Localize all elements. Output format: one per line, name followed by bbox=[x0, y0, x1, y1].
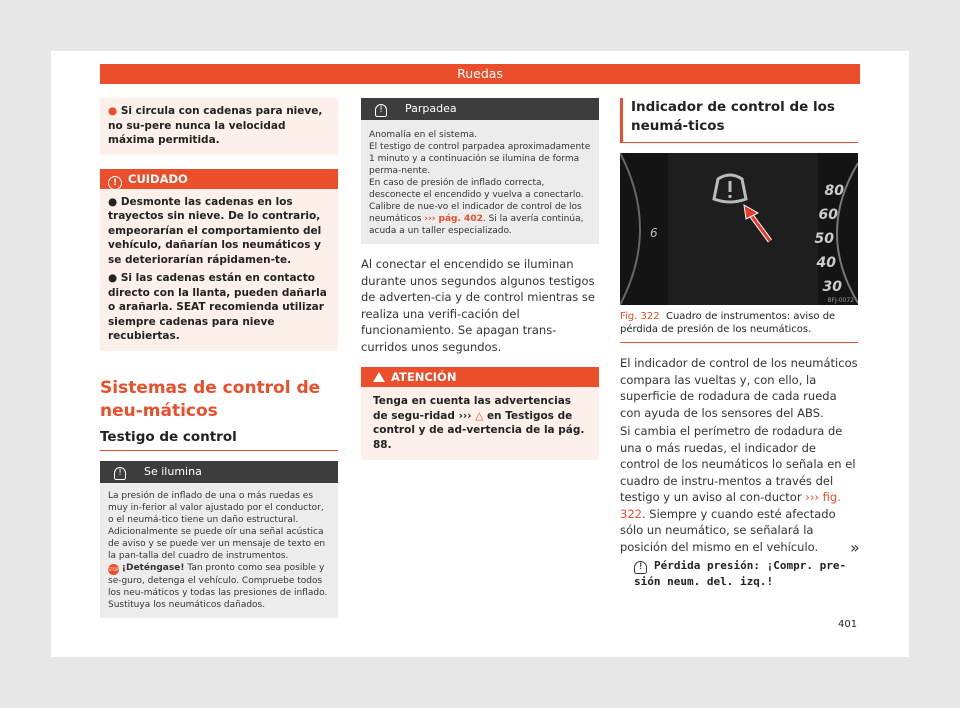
caution-title-bar bbox=[100, 169, 338, 189]
note-text: Si circula con cadenas para nieve, no su-pere nunca la velocidad máxima permitida. bbox=[108, 105, 323, 146]
caution-item-2: Si las cadenas están en contacto directo con la llanta, pueden dañarla o arañarla. SEAT recomienda utilizar siempre cadenas para nieve recubiertas. bbox=[108, 272, 327, 342]
dashboard-illustration bbox=[620, 153, 858, 305]
atencion-text-1: Tenga en cuenta las advertencias de segu-ridad ››› bbox=[373, 395, 572, 422]
figure-code: BFJ-0072 bbox=[827, 297, 854, 304]
lit-title: Se ilumina bbox=[144, 464, 202, 478]
figure-link[interactable]: ››› fig. 322 bbox=[620, 490, 841, 521]
blink-title-bar bbox=[361, 98, 599, 120]
blink-text-4: . Si la avería continúa, acuda a un taller especializado. bbox=[369, 214, 584, 236]
caution-item-1: Desmonte las cadenas en los trayectos sin nieve. De lo contrario, empeorarían el comportamiento del vehículo, dañarían los neumáticos y se deteriorarían rápidamen-te. bbox=[108, 195, 322, 266]
lit-text-1: La presión de inflado de una o más ruedas es muy in-ferior al valor ajustado por el conductor, o el neumá-tico tiene un daño estructural. bbox=[108, 490, 324, 525]
blink-text-3: En caso de presión de inflado correcta, desconecte el encendido y vuelva a conectarlo. Calibre de nue-vo el indicador de control de los neumáticos bbox=[369, 178, 584, 224]
chapter-header: Ruedas bbox=[100, 64, 860, 84]
display-message-text: Pérdida presión: ¡Compr. pre-sión neum. del. izq.! bbox=[634, 559, 847, 588]
lit-text-2: Adicionalmente se puede oír una señal acústica de aviso y se puede ver un mensaje de texto en la pan-talla del cuadro de instrumentos. bbox=[108, 526, 326, 561]
subsection-title: Testigo de control bbox=[100, 429, 338, 451]
gauge-label: 60 bbox=[818, 207, 838, 223]
display-message bbox=[620, 558, 858, 590]
gauge-label: 40 bbox=[816, 255, 836, 271]
bullet-icon: ● bbox=[108, 195, 118, 208]
figure-caption-text: Cuadro de instrumentos: aviso de pérdida de presión de los neumáticos. bbox=[620, 311, 836, 335]
lit-stop-bold: ¡Deténgase! bbox=[121, 562, 185, 573]
stop-icon: STOP bbox=[108, 564, 119, 575]
figure-label: Fig. 322 bbox=[620, 311, 660, 322]
column-left bbox=[100, 98, 338, 618]
column-right bbox=[620, 98, 858, 590]
atencion-title: ATENCIÓN bbox=[391, 370, 457, 384]
dashboard-figure bbox=[620, 153, 858, 305]
intro-paragraph: Al conectar el encendido se iluminan durante unos segundos algunos testigos de adverten-cia y de control mientras se realiza una verifi-cación del funcionamiento. Se apagan trans-curridos unos segundos. bbox=[361, 257, 595, 354]
gauge-label: 80 bbox=[824, 183, 844, 199]
blink-title: Parpadea bbox=[405, 102, 457, 115]
column-middle bbox=[361, 98, 599, 460]
paragraph-1: El indicador de control de los neumáticos compara las vueltas y, con ello, la superficie de rodadura de cada rueda con ayuda de los sensores del ABS. bbox=[620, 356, 858, 420]
paragraph-2b: . Siempre y cuando esté afectado sólo un neumático, se señalará la posición del mismo en el vehículo. bbox=[620, 506, 836, 554]
blink-text-1: Anomalía en el sistema. bbox=[369, 130, 478, 140]
blink-text-2: El testigo de control parpadea aproximadamente 1 minuto y a continuación se ilumina de forma perma-nente. bbox=[369, 142, 591, 176]
paragraph-2 bbox=[620, 423, 858, 555]
tire-pressure-icon: ! bbox=[375, 104, 387, 117]
paragraph-2a: Si cambia el perímetro de rodadura de una o más ruedas, el indicador de control de los neumáticos lo señala en el cuadro de instru-mentos a través del testigo y un aviso al con-ductor bbox=[620, 424, 856, 504]
caution-box bbox=[100, 169, 338, 351]
gauge-label: 50 bbox=[814, 231, 834, 247]
continue-mark: » bbox=[850, 538, 860, 557]
info-circle-icon: ! bbox=[108, 176, 122, 190]
bullet-icon: ● bbox=[108, 105, 118, 117]
page-number: 401 bbox=[838, 619, 858, 630]
caution-title: CUIDADO bbox=[128, 171, 188, 186]
blink-box bbox=[361, 98, 599, 244]
note-box bbox=[100, 98, 338, 155]
atencion-box bbox=[361, 367, 599, 460]
blink-page-link[interactable]: ››› pág. 402 bbox=[424, 214, 483, 224]
right-section-title: Indicador de control de los neumá-ticos bbox=[620, 98, 858, 143]
lit-title-bar bbox=[100, 461, 338, 483]
lit-box bbox=[100, 461, 338, 618]
section-heading bbox=[100, 377, 338, 451]
figure-caption bbox=[620, 305, 858, 343]
bullet-icon: ● bbox=[108, 272, 118, 284]
atencion-text-2: en Testigos de control y de ad-vertencia de la pág. 88. bbox=[373, 409, 585, 451]
tire-pressure-icon: ! bbox=[634, 561, 647, 574]
warning-triangle-icon: △ bbox=[475, 409, 484, 422]
warning-triangle-icon bbox=[373, 372, 385, 382]
lit-stop-text: Tan pronto como sea posible y se-guro, detenga el vehículo. Compruebe todos los neu-máticos y todas las presiones de inflado. Sustituya los neumáticos dañados. bbox=[108, 562, 328, 610]
atencion-title-bar bbox=[361, 367, 599, 387]
section-title: Sistemas de control de neu-máticos bbox=[100, 377, 321, 421]
gauge-label: 30 bbox=[822, 279, 842, 295]
tire-pressure-icon: ! bbox=[114, 467, 126, 480]
gauge-left-label: 6 bbox=[650, 226, 658, 240]
